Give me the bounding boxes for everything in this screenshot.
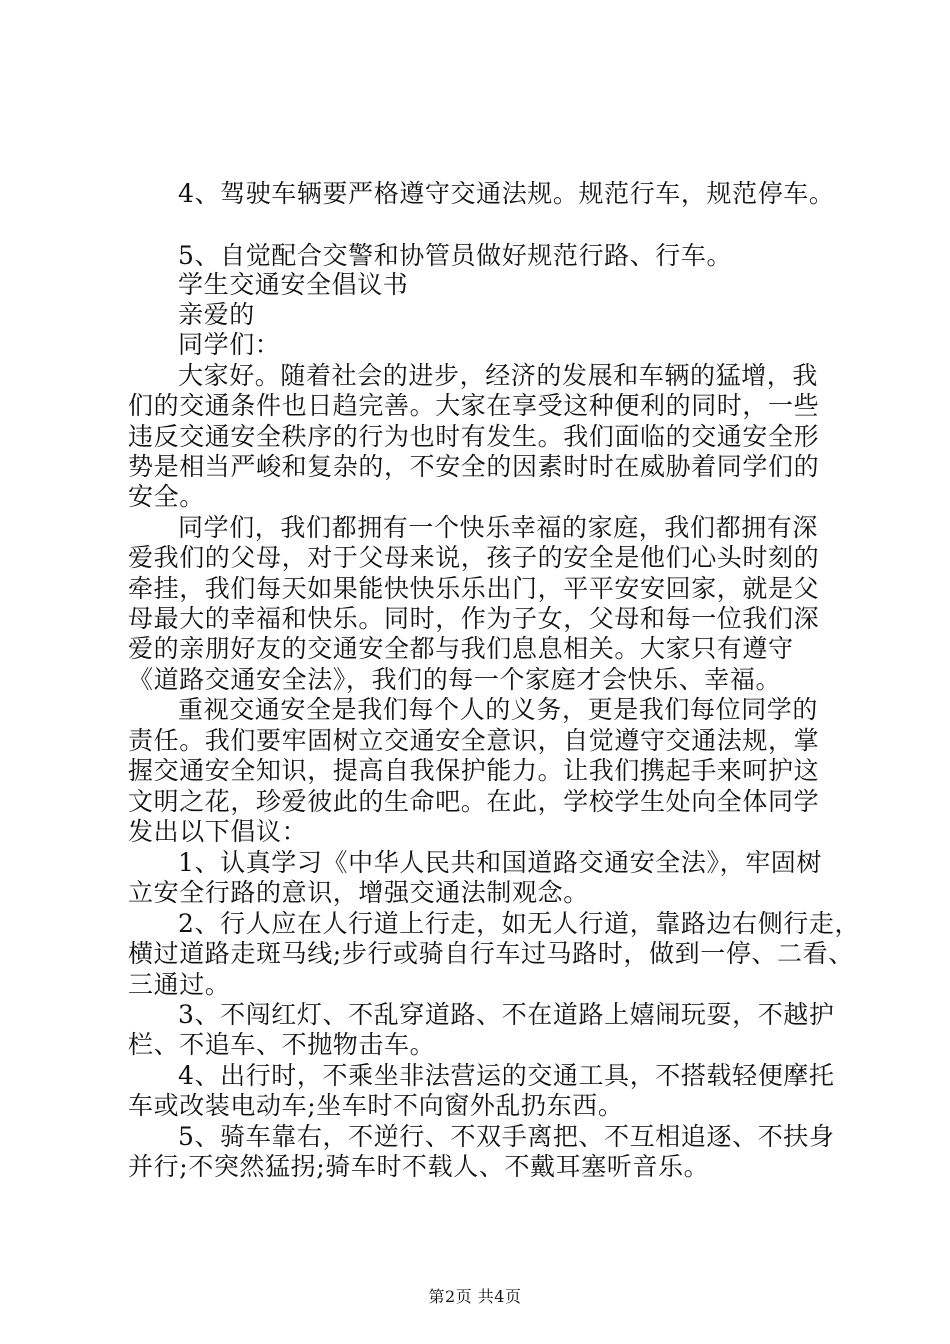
proposal-2-line-1: 2、行人应在人行道上行走，如无人行道，靠路边右侧行走， [178,909,861,938]
proposal-5-line-1: 5、骑车靠右，不逆行、不双手离把、不互相追逐、不扶身 [178,1122,835,1151]
proposal-4-line-1: 4、出行时，不乘坐非法营运的交通工具，不搭载轻便摩托 [178,1061,835,1090]
proposal-1-line-1: 1、认真学习《中华人民共和国道路交通安全法》，牢固树 [178,848,823,877]
proposal-1-line-2: 立安全行路的意识，增强交通法制观念。 [128,878,589,907]
paragraph-1-line-4: 势是相当严峻和复杂的，不安全的因素时时在威胁着同学们的 [128,452,820,481]
paragraph-3-line-3: 握交通安全知识，提高自我保护能力。让我们携起手来呵护这 [128,756,820,785]
salutation-line-2: 同学们： [178,330,281,359]
paragraph-2-line-3: 牵挂，我们每天如果能快快乐乐出门，平平安安回家，就是父 [128,574,820,603]
paragraph-2-line-2: 爱我们的父母，对于父母来说，孩子的安全是他们心头时刻的 [128,543,820,572]
list-item-cooperate-police: 5、自觉配合交警和协管员做好规范行路、行车。 [178,241,733,270]
paragraph-2-line-1: 同学们，我们都拥有一个快乐幸福的家庭，我们都拥有深 [178,513,819,542]
paragraph-3-line-5: 发出以下倡议： [128,817,308,846]
paragraph-2-line-5: 爱的亲朋好友的交通安全都与我们息息相关。大家只有遵守 [128,634,794,663]
paragraph-3-line-2: 责任。我们要牢固树立交通安全意识，自觉遵守交通法规，掌 [128,726,820,755]
paragraph-1-line-1: 大家好。随着社会的进步，经济的发展和车辆的猛增，我 [178,361,819,390]
paragraph-3-line-1: 重视交通安全是我们每个人的义务，更是我们每位同学的 [178,695,819,724]
paragraph-1-line-2: 们的交通条件也日趋完善。大家在享受这种便利的同时，一些 [128,391,820,420]
document-title: 学生交通安全倡议书 [178,270,409,299]
salutation-line-1: 亲爱的 [178,300,255,329]
page-footer: 第2页 共4页 [428,1287,522,1306]
proposal-2-line-2: 横过道路走斑马线;步行或骑自行车过马路时，做到一停、二看、 [128,939,854,968]
paragraph-3-line-4: 文明之花，珍爱彼此的生命吧。在此，学校学生处向全体同学 [128,787,820,816]
proposal-5-line-2: 并行;不突然猛拐;骑车时不载人、不戴耳塞听音乐。 [128,1152,710,1181]
proposal-4-line-2: 车或改装电动车;坐车时不向窗外乱扔东西。 [128,1091,624,1120]
proposal-2-line-3: 三通过。 [128,970,231,999]
paragraph-2-line-4: 母最大的幸福和快乐。同时，作为子女，父母和每一位我们深 [128,604,820,633]
paragraph-1-line-5: 安全。 [128,482,205,511]
list-item-drive-rules: 4、驾驶车辆要严格遵守交通法规。规范行车，规范停车。 [178,179,835,208]
proposal-3-line-2: 栏、不追车、不抛物击车。 [128,1030,436,1059]
paragraph-2-line-6: 《道路交通安全法》，我们的每一个家庭才会快乐、幸福。 [128,665,782,694]
proposal-3-line-1: 3、不闯红灯、不乱穿道路、不在道路上嬉闹玩耍，不越护 [178,1000,835,1029]
paragraph-1-line-3: 违反交通安全秩序的行为也时有发生。我们面临的交通安全形 [128,422,820,451]
